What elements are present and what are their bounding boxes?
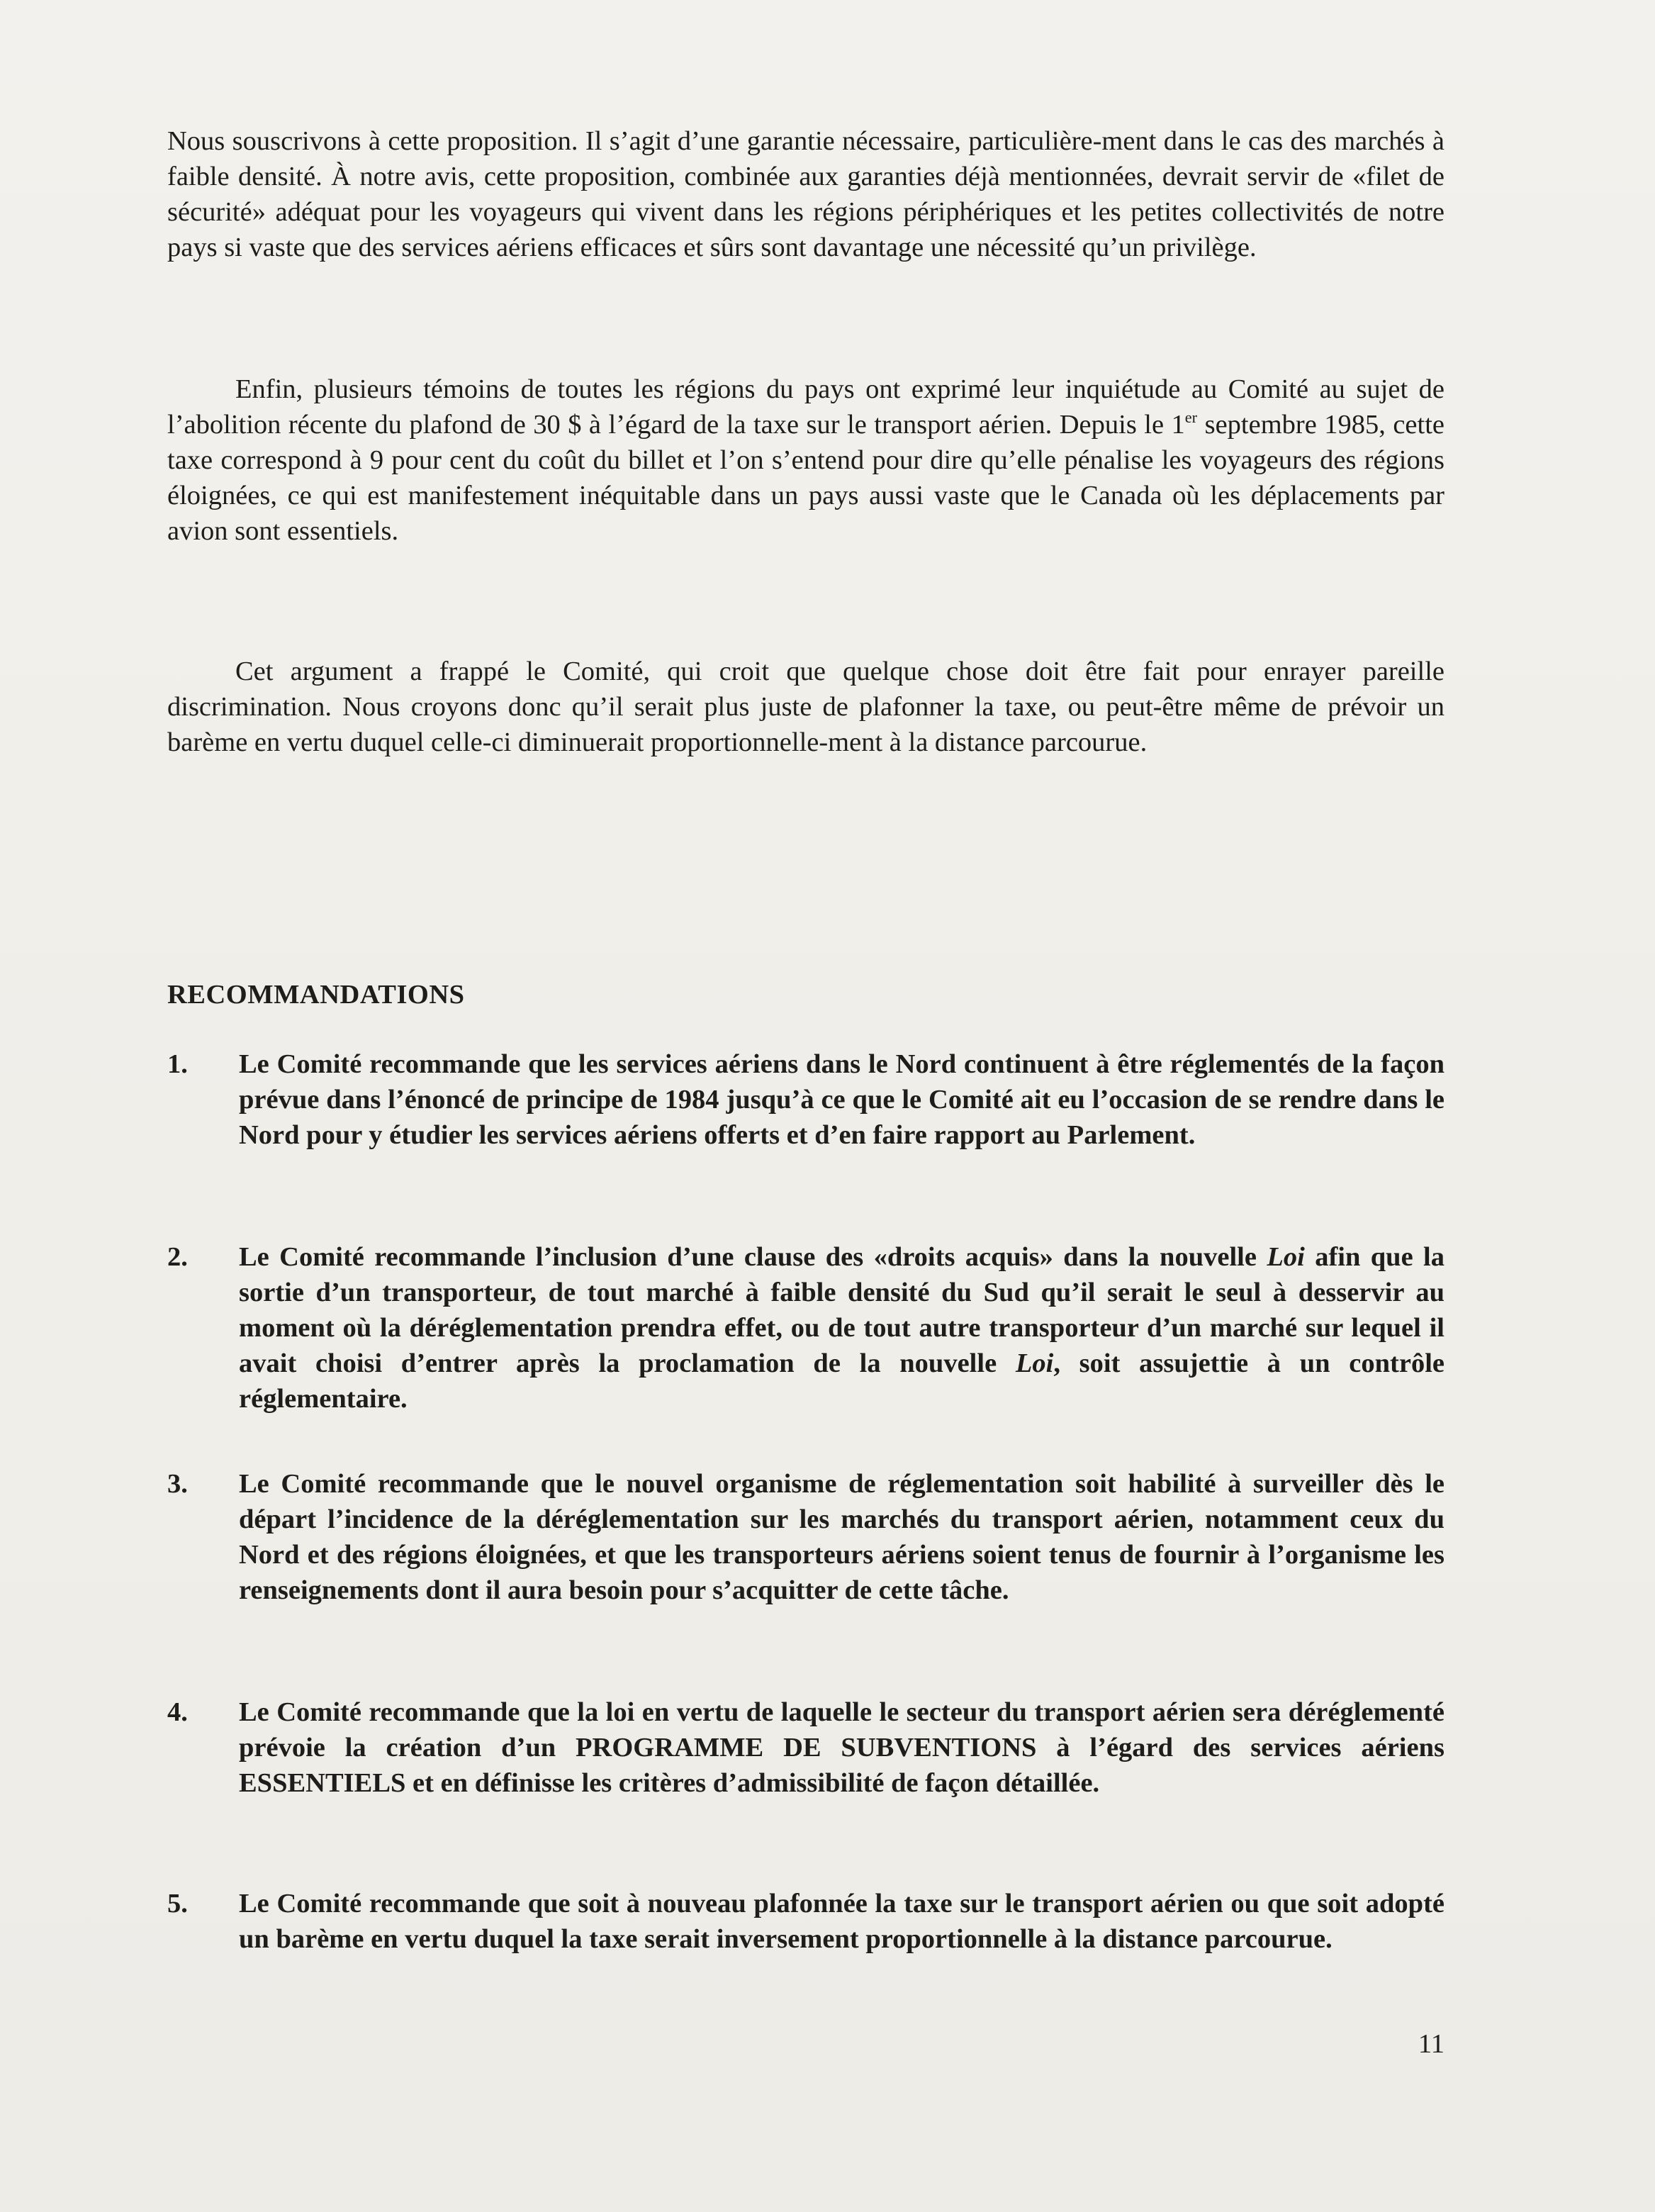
italic-law-title: Loi	[1267, 1242, 1305, 1272]
recommendation-item-1	[167, 1046, 1444, 1153]
recommendation-text: Le Comité recommande que le nouvel organisme de réglementation soit habilité à surveiller dès le départ l’incidence de la déréglementation sur les marchés du transport aérien, notamment ceux du Nord et des régions éloignées, et que les transporteurs aériens soient tenus de fournir à l’organisme les renseignements dont il aura besoin pour s’acquitter de cette tâche.	[239, 1469, 1444, 1605]
recommendation-number: 4.	[167, 1697, 188, 1727]
recommendation-text: Le Comité recommande que soit à nouveau plafonnée la taxe sur le transport aérien ou que soit adopté un barème en vertu duquel la taxe serait inversement proportionnelle à la distance parcourue.	[239, 1889, 1444, 1954]
recommendation-item-3	[167, 1466, 1444, 1608]
recommendation-text-part: Le Comité recommande l’inclusion d’une clause des «droits acquis» dans la nouvelle	[239, 1242, 1267, 1272]
body-paragraph-3: Cet argument a frappé le Comité, qui croit que quelque chose doit être fait pour enrayer pareille discrimination. Nous croyons donc qu’il serait plus juste de plafonner la taxe, ou peut-être même de prévoir un barème en vertu duquel celle-ci diminuerait proportionnelle-ment à la distance parcourue.	[167, 657, 1444, 757]
recommendation-number: 2.	[167, 1242, 188, 1272]
recommendation-item-2	[167, 1239, 1444, 1417]
recommendation-text: Le Comité recommande que la loi en vertu de laquelle le secteur du transport aérien sera déréglementé prévoie la création d’un PROGRAMME DE SUBVENTIONS à l’égard des services aériens ESSENTIELS et en définisse les critères d’admissibilité de façon détaillée.	[239, 1697, 1444, 1798]
ordinal-superscript: er	[1184, 408, 1198, 426]
recommendation-item-4	[167, 1694, 1444, 1801]
body-paragraph-2	[167, 372, 1444, 549]
page-number: 11	[1418, 2029, 1444, 2059]
paragraph-2-text-start: Enfin, plusieurs témoins de toutes les régions du pays ont exprimé leur inquiétude au Comité au sujet de l’abolition récente du plafond de 30 $ à l’égard de la taxe sur le transport aérien. Depuis le 1	[167, 374, 1444, 440]
section-heading-recommendations: RECOMMANDATIONS	[167, 980, 465, 1010]
recommendation-number: 1.	[167, 1049, 188, 1079]
recommendation-text-part: , soit assujettie à un contrôle réglementaire.	[239, 1348, 1444, 1414]
recommendation-item-5	[167, 1886, 1444, 1957]
italic-law-title: Loi	[1015, 1348, 1054, 1378]
recommendation-number: 3.	[167, 1469, 188, 1499]
recommendation-text	[239, 1239, 1444, 1417]
paragraph-2-text-end: septembre 1985, cette taxe correspond à 9 pour cent du coût du billet et l’on s’entend pour dire qu’elle pénalise les voyageurs des régions éloignées, ce qui est manifestement inéquitable dans un pays aussi vaste que le Canada où les déplacements par avion sont essentiels.	[167, 410, 1444, 546]
recommendation-number: 5.	[167, 1889, 188, 1918]
recommendation-text-part: afin que la sortie d’un transporteur, de tout marché à faible densité du Sud qu’il serait le seul à desservir au moment où la déréglementation prendra effet, ou de tout autre transporteur d’un marché sur lequel il avait choisi d’entrer après la proclamation de la nouvelle	[239, 1242, 1445, 1378]
recommendation-text: Le Comité recommande que les services aériens dans le Nord continuent à être réglementés de la façon prévue dans l’énoncé de principe de 1984 jusqu’à ce que le Comité ait eu l’occasion de se rendre dans le Nord pour y étudier les services aériens offerts et d’en faire rapport au Parlement.	[239, 1049, 1444, 1150]
body-paragraph-1: Nous souscrivons à cette proposition. Il s’agit d’une garantie nécessaire, particulière-ment dans le cas des marchés à faible densité. À notre avis, cette proposition, combinée aux garanties déjà mentionnées, devrait servir de «filet de sécurité» adéquat pour les voyageurs qui vivent dans les régions périphériques et les petites collectivités de notre pays si vaste que des services aériens efficaces et sûrs sont davantage une nécessité qu’un privilège.	[167, 126, 1444, 262]
